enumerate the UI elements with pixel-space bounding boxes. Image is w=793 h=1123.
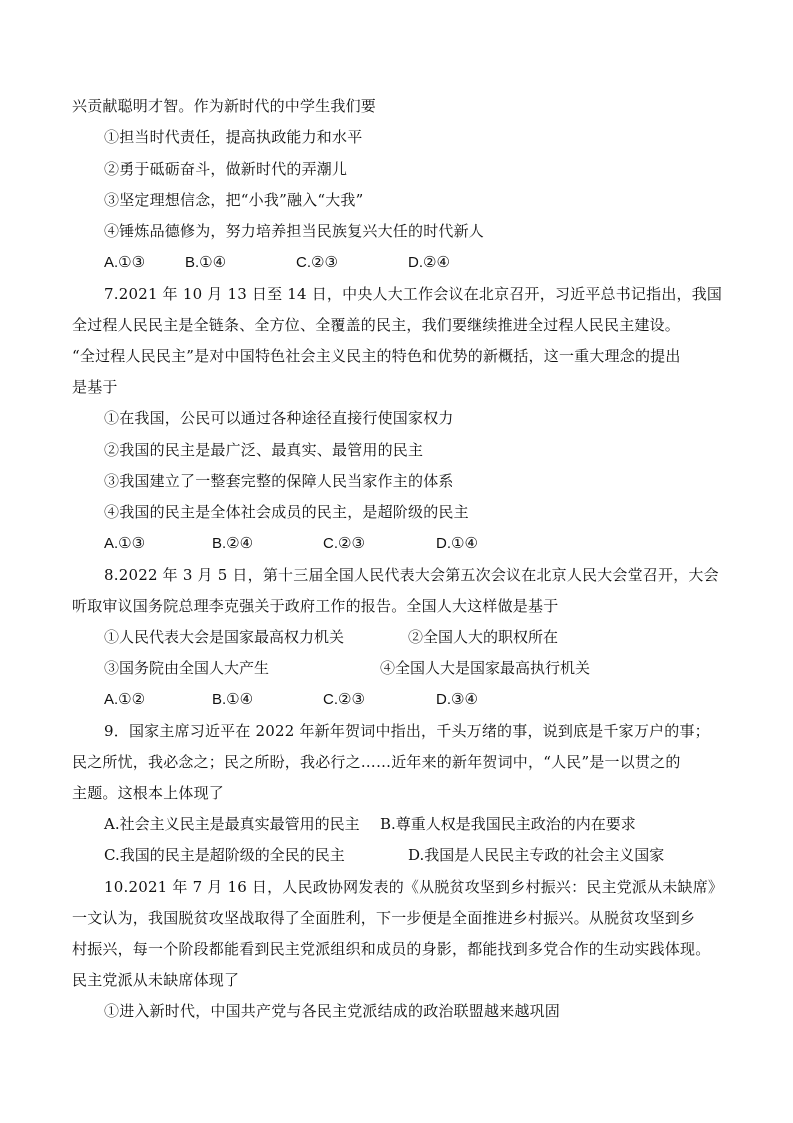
question-8-item-1: ①人民代表大会是国家最高权力机关 xyxy=(104,628,345,646)
question-8-stem-line-1: 8.2022 年 3 月 5 日，第十三届全国人民代表大会第五次会议在北京人民大会堂召开，大会 xyxy=(104,566,719,584)
question-7-option-c: C.②③ xyxy=(323,535,365,552)
question-9-stem-line-2: 民之所忧，我必念之；民之所盼，我必行之……近年来的新年贺词中，“人民”是一以贯之的 xyxy=(72,753,681,771)
question-6-item-3: ③坚定理想信念，把“小我”融入“大我” xyxy=(104,191,364,209)
question-7-stem-line-1: 7.2021 年 10 月 13 日至 14 日，中央人大工作会议在北京召开，习近平总书记指出，我国 xyxy=(104,285,723,303)
question-10-stem-line-3: 村振兴，每一个阶段都能看到民主党派组织和成员的身影，都能找到多党合作的生动实践体现。 xyxy=(72,940,711,958)
question-9-option-b: B.尊重人权是我国民主政治的内在要求 xyxy=(380,815,636,833)
question-6-option-d: D.②④ xyxy=(408,254,450,271)
question-8-option-a: A.①② xyxy=(104,691,146,708)
question-7-item-4: ④我国的民主是全体社会成员的民主，是超阶级的民主 xyxy=(104,503,469,521)
question-9-option-d: D.我国是人民民主专政的社会主义国家 xyxy=(408,846,665,864)
question-6-stem-tail: 兴贡献聪明才智。作为新时代的中学生我们要 xyxy=(72,97,377,115)
question-8-item-2: ②全国人大的职权所在 xyxy=(408,628,559,646)
question-7-option-b: B.②④ xyxy=(212,535,254,552)
question-7-item-3: ③我国建立了一整套完整的保障人民当家作主的体系 xyxy=(104,472,454,490)
question-8-option-b: B.①④ xyxy=(212,691,254,708)
question-9-option-c: C.我国的民主是超阶级的全民的民主 xyxy=(104,846,345,864)
question-7-stem-line-3: “全过程人民民主”是对中国特色社会主义民主的特色和优势的新概括，这一重大理念的提出 xyxy=(72,347,681,365)
question-6-item-2: ②勇于砥砺奋斗，做新时代的弄潮儿 xyxy=(104,160,348,178)
question-8-option-d: D.③④ xyxy=(436,691,478,708)
question-6-option-a: A.①③ xyxy=(104,254,146,271)
question-8-item-3: ③国务院由全国人大产生 xyxy=(104,659,270,677)
question-6-item-4: ④锤炼品德修为，努力培养担当民族复兴大任的时代新人 xyxy=(104,222,485,240)
question-9-stem-line-3: 主题。这根本上体现了 xyxy=(72,784,225,802)
question-10-stem-line-4: 民主党派从未缺席体现了 xyxy=(72,971,240,989)
question-8-option-c: C.②③ xyxy=(323,691,365,708)
question-6-item-1: ①担当时代责任，提高执政能力和水平 xyxy=(104,128,363,146)
question-7-option-a: A.①③ xyxy=(104,535,146,552)
question-7-item-2: ②我国的民主是最广泛、最真实、最管用的民主 xyxy=(104,441,424,459)
question-10-item-1: ①进入新时代，中国共产党与各民主党派结成的政治联盟越来越巩固 xyxy=(104,1002,561,1020)
question-10-stem-line-2: 一文认为，我国脱贫攻坚战取得了全面胜利，下一步便是全面推进乡村振兴。从脱贫攻坚到乡 xyxy=(72,909,696,927)
question-9-option-a: A.社会主义民主是最真实最管用的民主 xyxy=(104,815,360,833)
question-7-item-1: ①在我国，公民可以通过各种途径直接行使国家权力 xyxy=(104,409,454,427)
question-10-stem-line-1: 10.2021 年 7 月 16 日，人民政协网发表的《从脱贫攻坚到乡村振兴：民主党派从未缺席》 xyxy=(104,878,724,896)
question-6-option-b: B.①④ xyxy=(185,254,227,271)
question-7-stem-line-4: 是基于 xyxy=(72,378,118,396)
question-6-option-c: C.②③ xyxy=(296,254,338,271)
question-8-item-4: ④全国人大是国家最高执行机关 xyxy=(380,659,591,677)
question-8-stem-line-2: 听取审议国务院总理李克强关于政府工作的报告。全国人大这样做是基于 xyxy=(72,597,559,615)
question-7-option-d: D.①④ xyxy=(436,535,478,552)
question-7-stem-line-2: 全过程人民民主是全链条、全方位、全覆盖的民主，我们要继续推进全过程人民民主建设。 xyxy=(72,316,681,334)
question-9-stem-line-1: 9．国家主席习近平在 2022 年新年贺词中指出，千头万绪的事，说到底是千家万户的事； xyxy=(104,722,710,740)
